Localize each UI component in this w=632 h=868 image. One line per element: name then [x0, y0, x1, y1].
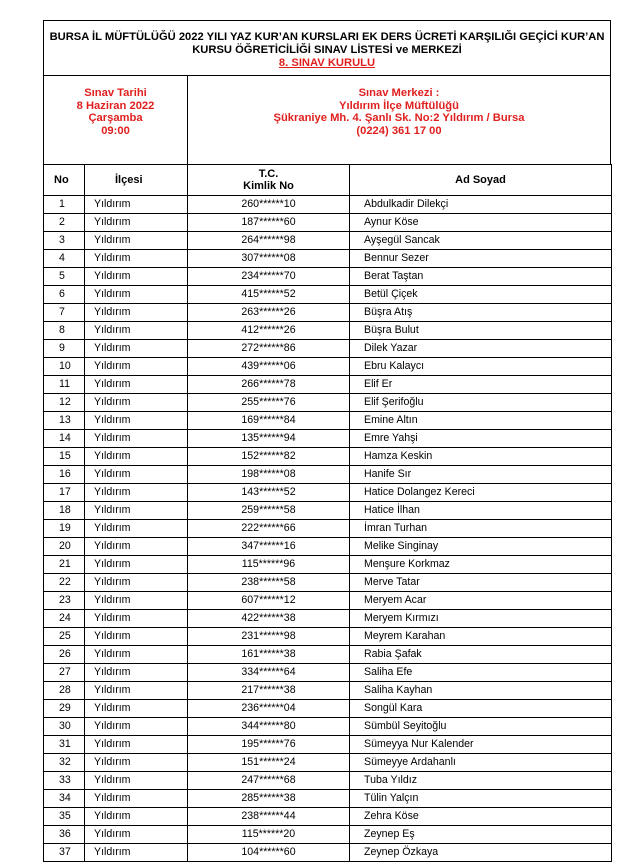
table-row — [44, 466, 612, 484]
cell-ilce: Yıldırım — [85, 592, 188, 610]
cell-ilce: Yıldırım — [85, 808, 188, 826]
cell-name: Emine Altın — [350, 412, 612, 430]
cell-ilce: Yıldırım — [85, 358, 188, 376]
cell-ilce: Yıldırım — [85, 646, 188, 664]
cell-tc: 169******84 — [188, 412, 350, 430]
cell-name: Abdulkadir Dilekçi — [350, 196, 612, 214]
cell-no: 21 — [44, 556, 85, 574]
cell-name: Hamza Keskin — [350, 448, 612, 466]
table-row — [44, 340, 612, 358]
cell-tc: 607******12 — [188, 592, 350, 610]
cell-ilce: Yıldırım — [85, 520, 188, 538]
table-row — [44, 556, 612, 574]
exam-center-block — [188, 76, 610, 164]
cell-ilce: Yıldırım — [85, 232, 188, 250]
table-row — [44, 646, 612, 664]
cell-ilce: Yıldırım — [85, 394, 188, 412]
exam-center-label: Sınav Merkezi : — [358, 87, 440, 99]
cell-no: 4 — [44, 250, 85, 268]
table-row — [44, 520, 612, 538]
table-row — [44, 664, 612, 682]
exam-info-section — [43, 75, 611, 164]
cell-name: Hanife Sır — [350, 466, 612, 484]
cell-ilce: Yıldırım — [85, 538, 188, 556]
cell-no: 31 — [44, 736, 85, 754]
cell-tc: 412******26 — [188, 322, 350, 340]
cell-tc: 152******82 — [188, 448, 350, 466]
table-row — [44, 700, 612, 718]
cell-tc: 247******68 — [188, 772, 350, 790]
cell-tc: 272******86 — [188, 340, 350, 358]
cell-ilce: Yıldırım — [85, 196, 188, 214]
cell-name: Zeynep Özkaya — [350, 844, 612, 862]
cell-ilce: Yıldırım — [85, 304, 188, 322]
cell-no: 28 — [44, 682, 85, 700]
cell-name: Emre Yahşi — [350, 430, 612, 448]
cell-ilce: Yıldırım — [85, 214, 188, 232]
cell-tc: 307******08 — [188, 250, 350, 268]
table-row — [44, 826, 612, 844]
column-header-tc-line1: T.C. — [258, 168, 279, 180]
cell-tc: 344******80 — [188, 718, 350, 736]
cell-tc: 415******52 — [188, 286, 350, 304]
cell-tc: 217******38 — [188, 682, 350, 700]
cell-no: 33 — [44, 772, 85, 790]
cell-no: 7 — [44, 304, 85, 322]
cell-tc: 260******10 — [188, 196, 350, 214]
cell-name: Bennur Sezer — [350, 250, 612, 268]
exam-date-value: 8 Haziran 2022 — [76, 99, 155, 112]
column-header-tc-line2: Kimlik No — [243, 180, 294, 192]
cell-name: Ebru Kalaycı — [350, 358, 612, 376]
column-header-tc — [188, 165, 350, 196]
cell-name: Sümbül Seyitoğlu — [350, 718, 612, 736]
cell-tc: 231******98 — [188, 628, 350, 646]
cell-name: Zeynep Eş — [350, 826, 612, 844]
exam-time: 09:00 — [101, 124, 130, 137]
cell-name: Sümeyye Ardahanlı — [350, 754, 612, 772]
cell-tc: 238******58 — [188, 574, 350, 592]
table-row — [44, 592, 612, 610]
cell-name: Tülin Yalçın — [350, 790, 612, 808]
cell-name: Hatice İlhan — [350, 502, 612, 520]
column-header-no: No — [44, 165, 85, 196]
cell-ilce: Yıldırım — [85, 340, 188, 358]
table-row — [44, 772, 612, 790]
cell-no: 23 — [44, 592, 85, 610]
cell-ilce: Yıldırım — [85, 754, 188, 772]
exam-date-label: Sınav Tarihi — [84, 87, 147, 99]
cell-no: 35 — [44, 808, 85, 826]
cell-ilce: Yıldırım — [85, 556, 188, 574]
cell-no: 13 — [44, 412, 85, 430]
cell-ilce: Yıldırım — [85, 502, 188, 520]
cell-no: 15 — [44, 448, 85, 466]
cell-tc: 236******04 — [188, 700, 350, 718]
table-row — [44, 790, 612, 808]
table-row — [44, 250, 612, 268]
cell-no: 19 — [44, 520, 85, 538]
cell-no: 24 — [44, 610, 85, 628]
cell-tc: 266******78 — [188, 376, 350, 394]
table-row — [44, 682, 612, 700]
table-row — [44, 718, 612, 736]
cell-no: 36 — [44, 826, 85, 844]
cell-name: Meyrem Karahan — [350, 628, 612, 646]
cell-no: 14 — [44, 430, 85, 448]
cell-name: Menşure Korkmaz — [350, 556, 612, 574]
exam-day: Çarşamba — [88, 112, 143, 124]
table-row — [44, 214, 612, 232]
cell-name: Tuba Yıldız — [350, 772, 612, 790]
table-row — [44, 304, 612, 322]
cell-no: 26 — [44, 646, 85, 664]
cell-ilce: Yıldırım — [85, 268, 188, 286]
cell-tc: 264******98 — [188, 232, 350, 250]
candidate-table — [43, 164, 612, 862]
cell-no: 29 — [44, 700, 85, 718]
cell-ilce: Yıldırım — [85, 736, 188, 754]
candidate-rows — [44, 196, 612, 862]
cell-no: 16 — [44, 466, 85, 484]
cell-name: Berat Taştan — [350, 268, 612, 286]
cell-no: 12 — [44, 394, 85, 412]
table-row — [44, 808, 612, 826]
cell-tc: 439******06 — [188, 358, 350, 376]
table-row — [44, 502, 612, 520]
cell-ilce: Yıldırım — [85, 826, 188, 844]
cell-tc: 161******38 — [188, 646, 350, 664]
cell-no: 17 — [44, 484, 85, 502]
cell-name: Saliha Efe — [350, 664, 612, 682]
cell-no: 34 — [44, 790, 85, 808]
cell-name: Betül Çiçek — [350, 286, 612, 304]
cell-no: 2 — [44, 214, 85, 232]
cell-name: İmran Turhan — [350, 520, 612, 538]
cell-tc: 143******52 — [188, 484, 350, 502]
cell-name: Sümeyya Nur Kalender — [350, 736, 612, 754]
table-row — [44, 754, 612, 772]
exam-center-phone: (0224) 361 17 00 — [356, 124, 442, 137]
cell-no: 6 — [44, 286, 85, 304]
table-row — [44, 358, 612, 376]
table-row — [44, 430, 612, 448]
cell-ilce: Yıldırım — [85, 664, 188, 682]
exam-center-address: Şükraniye Mh. 4. Şanlı Sk. No:2 Yıldırım / Bursa — [273, 112, 525, 124]
exam-date-block — [44, 76, 188, 164]
cell-name: Büşra Atış — [350, 304, 612, 322]
cell-tc: 195******76 — [188, 736, 350, 754]
column-header-name: Ad Soyad — [350, 165, 612, 196]
exam-center-name: Yıldırım İlçe Müftülüğü — [339, 99, 459, 112]
table-row — [44, 574, 612, 592]
cell-name: Merve Tatar — [350, 574, 612, 592]
cell-ilce: Yıldırım — [85, 790, 188, 808]
cell-no: 27 — [44, 664, 85, 682]
table-header-row — [44, 165, 612, 196]
table-row — [44, 232, 612, 250]
cell-name: Saliha Kayhan — [350, 682, 612, 700]
cell-ilce: Yıldırım — [85, 628, 188, 646]
cell-ilce: Yıldırım — [85, 844, 188, 862]
cell-no: 10 — [44, 358, 85, 376]
cell-name: Dilek Yazar — [350, 340, 612, 358]
cell-tc: 422******38 — [188, 610, 350, 628]
table-row — [44, 610, 612, 628]
cell-name: Zehra Köse — [350, 808, 612, 826]
cell-tc: 238******44 — [188, 808, 350, 826]
cell-ilce: Yıldırım — [85, 466, 188, 484]
cell-name: Hatice Dolangez Kereci — [350, 484, 612, 502]
cell-tc: 198******08 — [188, 466, 350, 484]
column-header-ilce: İlçesi — [85, 165, 188, 196]
cell-name: Büşra Bulut — [350, 322, 612, 340]
cell-no: 11 — [44, 376, 85, 394]
exam-board-label: 8. SINAV KURULU — [278, 57, 376, 69]
cell-no: 8 — [44, 322, 85, 340]
title-line-2: KURSU ÖĞRETİCİLİĞİ SINAV LİSTESİ ve MERKEZİ — [192, 44, 462, 56]
cell-ilce: Yıldırım — [85, 448, 188, 466]
cell-no: 37 — [44, 844, 85, 862]
cell-name: Elif Şerifoğlu — [350, 394, 612, 412]
cell-ilce: Yıldırım — [85, 772, 188, 790]
document-header — [43, 20, 611, 75]
table-row — [44, 268, 612, 286]
table-row — [44, 448, 612, 466]
cell-name: Ayşegül Sancak — [350, 232, 612, 250]
cell-name: Melike Singinay — [350, 538, 612, 556]
cell-ilce: Yıldırım — [85, 376, 188, 394]
cell-no: 9 — [44, 340, 85, 358]
cell-name: Meryem Kırmızı — [350, 610, 612, 628]
table-row — [44, 286, 612, 304]
cell-tc: 347******16 — [188, 538, 350, 556]
cell-ilce: Yıldırım — [85, 430, 188, 448]
cell-no: 5 — [44, 268, 85, 286]
table-row — [44, 196, 612, 214]
cell-ilce: Yıldırım — [85, 322, 188, 340]
table-row — [44, 736, 612, 754]
cell-ilce: Yıldırım — [85, 682, 188, 700]
cell-tc: 255******76 — [188, 394, 350, 412]
table-row — [44, 538, 612, 556]
cell-ilce: Yıldırım — [85, 484, 188, 502]
cell-tc: 263******26 — [188, 304, 350, 322]
table-row — [44, 484, 612, 502]
cell-name: Aynur Köse — [350, 214, 612, 232]
exam-list-document — [43, 20, 611, 862]
cell-tc: 259******58 — [188, 502, 350, 520]
cell-no: 3 — [44, 232, 85, 250]
cell-ilce: Yıldırım — [85, 250, 188, 268]
table-row — [44, 628, 612, 646]
cell-tc: 234******70 — [188, 268, 350, 286]
cell-tc: 222******66 — [188, 520, 350, 538]
cell-no: 20 — [44, 538, 85, 556]
table-row — [44, 394, 612, 412]
cell-ilce: Yıldırım — [85, 610, 188, 628]
cell-ilce: Yıldırım — [85, 574, 188, 592]
cell-no: 1 — [44, 196, 85, 214]
cell-tc: 285******38 — [188, 790, 350, 808]
cell-name: Meryem Acar — [350, 592, 612, 610]
cell-no: 32 — [44, 754, 85, 772]
cell-name: Elif Er — [350, 376, 612, 394]
cell-tc: 104******60 — [188, 844, 350, 862]
cell-no: 30 — [44, 718, 85, 736]
cell-no: 25 — [44, 628, 85, 646]
cell-ilce: Yıldırım — [85, 286, 188, 304]
cell-name: Songül Kara — [350, 700, 612, 718]
cell-no: 18 — [44, 502, 85, 520]
cell-ilce: Yıldırım — [85, 412, 188, 430]
table-row — [44, 412, 612, 430]
table-row — [44, 376, 612, 394]
table-row — [44, 844, 612, 862]
cell-name: Rabia Şafak — [350, 646, 612, 664]
cell-tc: 334******64 — [188, 664, 350, 682]
cell-tc: 135******94 — [188, 430, 350, 448]
cell-tc: 151******24 — [188, 754, 350, 772]
cell-tc: 115******96 — [188, 556, 350, 574]
cell-no: 22 — [44, 574, 85, 592]
cell-ilce: Yıldırım — [85, 718, 188, 736]
table-row — [44, 322, 612, 340]
cell-tc: 187******60 — [188, 214, 350, 232]
cell-ilce: Yıldırım — [85, 700, 188, 718]
title-line-1: BURSA İL MÜFTÜLÜĞÜ 2022 YILI YAZ KUR’AN KURSLARI EK DERS ÜCRETİ KARŞILIĞI GEÇİCİ KUR’AN — [49, 31, 605, 43]
cell-tc: 115******20 — [188, 826, 350, 844]
